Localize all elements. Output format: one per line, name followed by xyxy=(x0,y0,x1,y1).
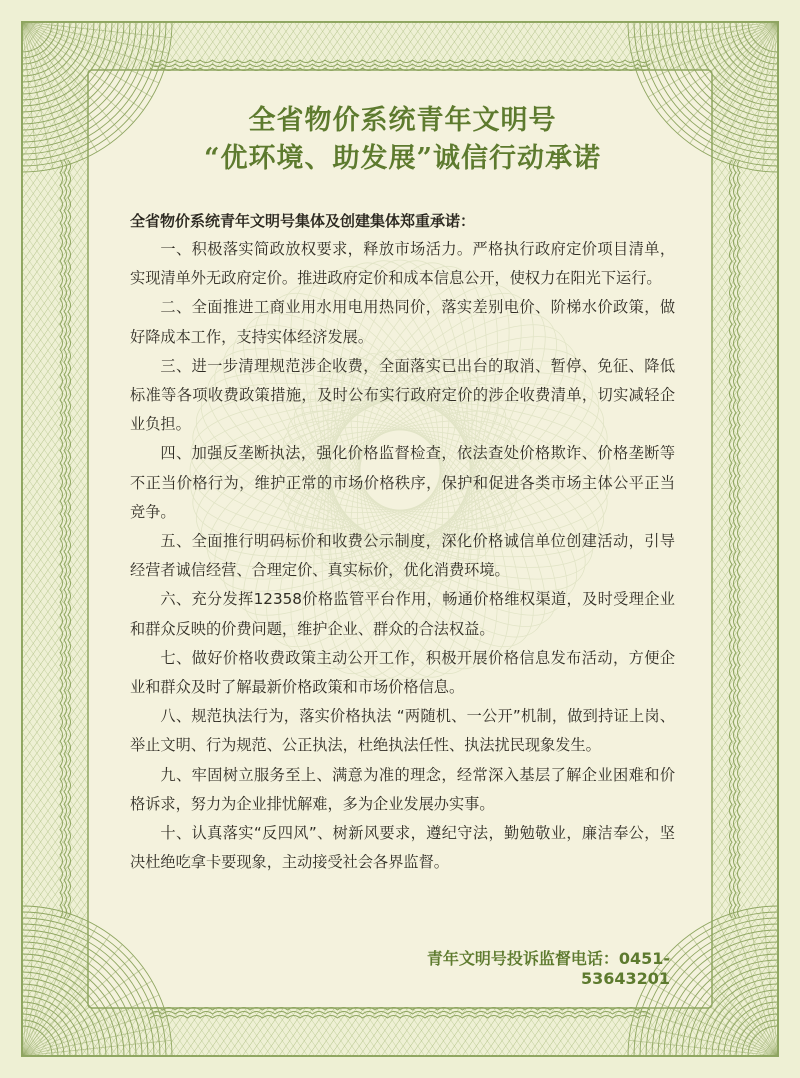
commitment-clause-3: 三、进一步清理规范涉企收费，全面落实已出台的取消、暂停、免征、降低标准等各项收费政策措施，及时公布实行政府定价的涉企收费清单，切实减轻企业负担。 xyxy=(130,356,675,434)
commitment-clause-8: 八、规范执法行为，落实价格执法 “两随机、一公开”机制，做到持证上岗、举止文明、行为规范、公正执法，杜绝执法任性、执法扰民现象发生。 xyxy=(130,707,675,755)
title-line-2: “优环境、助发展”诚信行动承诺 xyxy=(203,143,602,174)
title-line-1: 全省物价系统青年文明号 xyxy=(248,105,557,136)
intro-statement: 全省物价系统青年文明号集体及创建集体郑重承诺： xyxy=(130,212,476,230)
commitment-clause-5: 五、全面推行明码标价和收费公示制度，深化价格诚信单位创建活动，引导经营者诚信经营、合理定价、真实标价，优化消费环境。 xyxy=(130,532,675,580)
commitment-clause-2: 二、全面推进工商业用水用电用热同价，落实差别电价、阶梯水价政策，做好降成本工作，支持实体经济发展。 xyxy=(130,298,675,346)
commitment-clause-4: 四、加强反垄断执法，强化价格监督检查，依法查处价格欺诈、价格垄断等不正当价格行为，维护正常的市场价格秩序，保护和促进各类市场主体公平正当竞争。 xyxy=(130,444,675,521)
complaint-hotline: 青年文明号投诉监督电话：0451-53643201 xyxy=(426,949,670,988)
commitment-clause-7: 七、做好价格收费政策主动公开工作，积极开展价格信息发布活动，方便企业和群众及时了解最新价格政策和市场价格信息。 xyxy=(130,648,675,697)
certificate-body xyxy=(130,104,675,877)
commitment-clause-6: 六、充分发挥12358价格监管平台作用，畅通价格维权渠道，及时受理企业和群众反映的价费问题，维护企业、群众的合法权益。 xyxy=(130,590,675,638)
commitment-clause-10: 十、认真落实“反四风”、树新风要求，遵纪守法，勤勉敬业，廉洁奉公，坚决杜绝吃拿卡要现象，主动接受社会各界监督。 xyxy=(130,824,675,872)
page-title xyxy=(130,104,675,177)
commitment-clause-9: 九、牢固树立服务至上、满意为准的理念，经常深入基层了解企业困难和价格诉求，努力为企业排忧解难，多为企业发展办实事。 xyxy=(130,765,675,813)
commitment-list xyxy=(130,235,675,877)
commitment-clause-1: 一、积极落实简政放权要求，释放市场活力。严格执行政府定价项目清单，实现清单外无政府定价。推进政府定价和成本信息公开，使权力在阳光下运行。 xyxy=(130,240,675,288)
